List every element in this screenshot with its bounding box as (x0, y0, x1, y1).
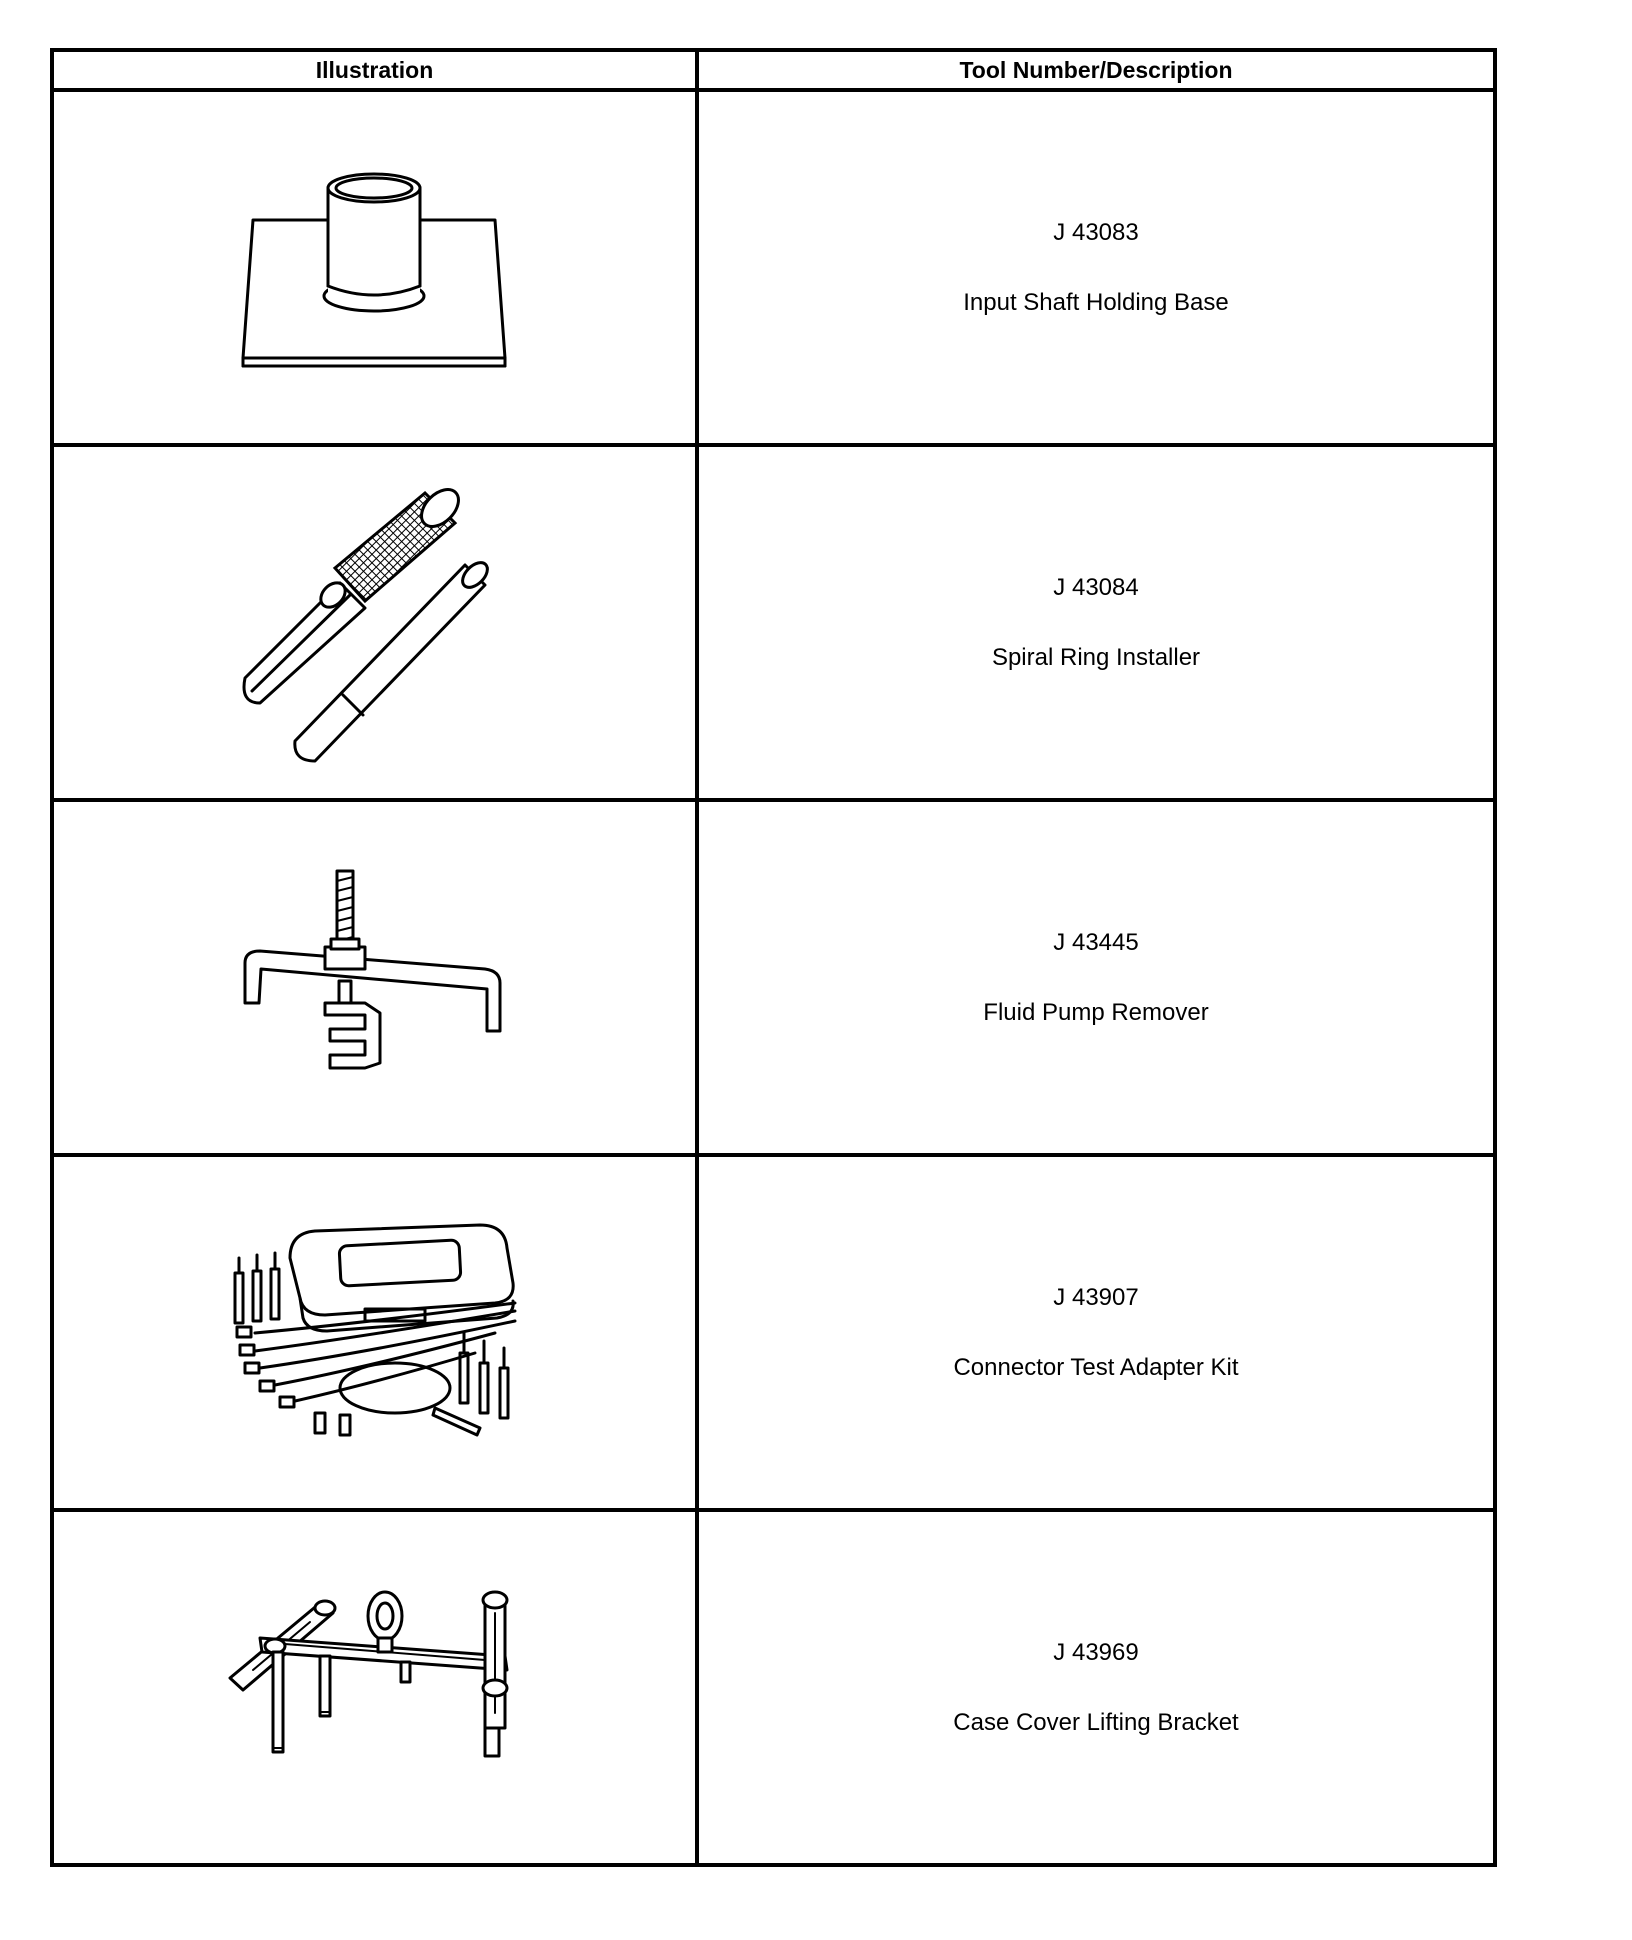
tool-number: J 43907 (1053, 1283, 1139, 1311)
tool-description: Spiral Ring Installer (991, 643, 1201, 671)
tool-cell (697, 800, 1495, 1155)
illustration-cell (52, 445, 697, 800)
table-row (52, 90, 1495, 445)
tool-cell (697, 445, 1495, 800)
header-illustration: Illustration (52, 50, 697, 90)
table-row (52, 445, 1495, 800)
tool-cell (697, 1510, 1495, 1865)
table-row (52, 1510, 1495, 1865)
spiral-ring-installer-illustration (215, 473, 535, 773)
table-row (52, 800, 1495, 1155)
tool-cell (697, 1155, 1495, 1510)
holding-base-illustration (215, 158, 535, 378)
illustration-cell (52, 1155, 697, 1510)
tool-cell (697, 90, 1495, 445)
illustration-cell (52, 1510, 697, 1865)
tool-description: Connector Test Adapter Kit (953, 1353, 1239, 1381)
lifting-bracket-illustration (215, 1578, 535, 1798)
tool-description: Fluid Pump Remover (983, 998, 1209, 1026)
tool-number: J 43084 (1053, 573, 1139, 601)
tool-description: Case Cover Lifting Bracket (953, 1708, 1239, 1736)
illustration-cell (52, 800, 697, 1155)
tool-number: J 43969 (1053, 1638, 1139, 1666)
fluid-pump-remover-illustration (215, 863, 535, 1093)
table-row (52, 1155, 1495, 1510)
connector-test-kit-illustration (215, 1203, 535, 1463)
header-tool-number-description: Tool Number/Description (697, 50, 1495, 90)
tool-number: J 43445 (1053, 928, 1139, 956)
tool-number: J 43083 (1053, 218, 1139, 246)
special-tools-table (50, 48, 1497, 1867)
tool-description: Input Shaft Holding Base (963, 288, 1229, 316)
header-row (52, 50, 1495, 90)
illustration-cell (52, 90, 697, 445)
